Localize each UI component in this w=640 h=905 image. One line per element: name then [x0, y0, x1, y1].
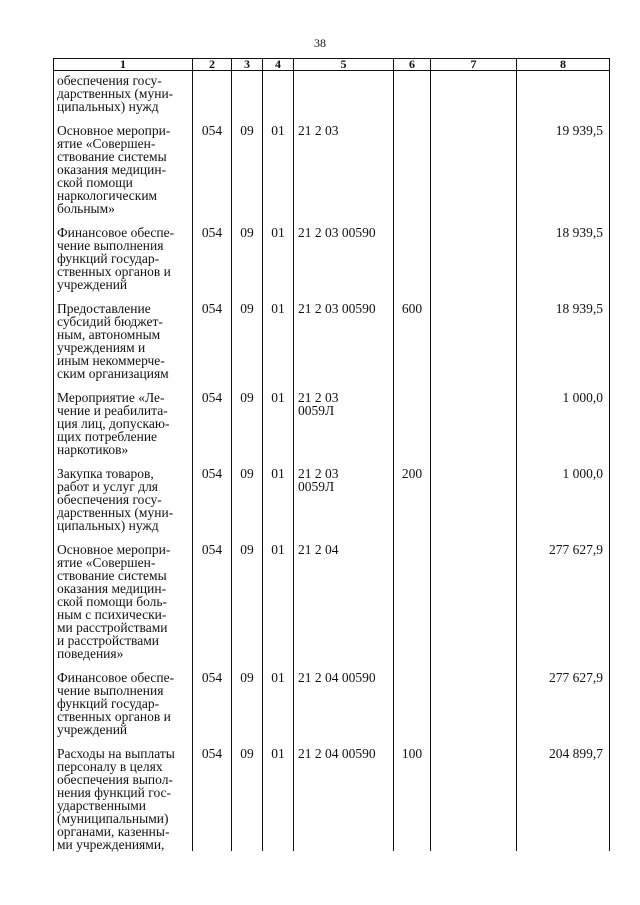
table-row [54, 532, 610, 660]
table-row [54, 736, 610, 851]
row-name: Финансовое обеспе- чение выполнения функций государ- ственных органов и учреждений [54, 215, 193, 291]
col-header-4: 4 [263, 59, 294, 71]
row-admin-code: 054 [193, 380, 232, 456]
row-subsection: 01 [263, 291, 294, 380]
row-section: 09 [232, 456, 263, 532]
row-expense-type [394, 71, 431, 114]
row-subsection: 01 [263, 215, 294, 291]
row-admin-code: 054 [193, 113, 232, 215]
col-header-1: 1 [54, 59, 193, 71]
table-row [54, 113, 610, 215]
row-expense-type [394, 113, 431, 215]
row-amount: 1 000,0 [517, 456, 610, 532]
row-name: Основное меропри- ятие «Совершен- ствование системы оказания медицин- ской помощи боль- ным с психически- ми расстройствами и расстройствами поведения» [54, 532, 193, 660]
row-target-article: 21 2 03 [294, 113, 394, 215]
table-row [54, 456, 610, 532]
row-col-7 [431, 660, 517, 736]
row-amount: 277 627,9 [517, 532, 610, 660]
row-admin-code: 054 [193, 215, 232, 291]
row-name: Предоставление субсидий бюджет- ным, автономным учреждениям и иным некоммерче- ским организациям [54, 291, 193, 380]
table-row [54, 215, 610, 291]
row-subsection: 01 [263, 456, 294, 532]
row-target-article: 21 2 03 0059Л [294, 456, 394, 532]
row-target-article: 21 2 03 0059Л [294, 380, 394, 456]
row-amount: 18 939,5 [517, 215, 610, 291]
row-name: Закупка товаров, работ и услуг для обеспечения госу- дарственных (муни- ципальных) нужд [54, 456, 193, 532]
row-expense-type: 200 [394, 456, 431, 532]
row-name: Мероприятие «Ле- чение и реабилита- ция лиц, допускаю- щих потребление наркотиков» [54, 380, 193, 456]
col-header-5: 5 [294, 59, 394, 71]
col-header-7: 7 [431, 59, 517, 71]
row-section: 09 [232, 736, 263, 851]
row-section: 09 [232, 532, 263, 660]
row-col-7 [431, 71, 517, 114]
row-amount: 1 000,0 [517, 380, 610, 456]
row-admin-code: 054 [193, 532, 232, 660]
row-section: 09 [232, 291, 263, 380]
table-row [54, 660, 610, 736]
row-admin-code [193, 71, 232, 114]
row-col-7 [431, 456, 517, 532]
row-target-article: 21 2 03 00590 [294, 215, 394, 291]
row-target-article: 21 2 03 00590 [294, 291, 394, 380]
row-amount: 204 899,7 [517, 736, 610, 851]
row-section: 09 [232, 113, 263, 215]
row-col-7 [431, 291, 517, 380]
row-target-article: 21 2 04 00590 [294, 736, 394, 851]
table-row [54, 291, 610, 380]
row-col-7 [431, 113, 517, 215]
row-target-article: 21 2 04 00590 [294, 660, 394, 736]
row-expense-type [394, 660, 431, 736]
row-subsection: 01 [263, 380, 294, 456]
page-number: 38 [314, 36, 326, 50]
row-subsection: 01 [263, 113, 294, 215]
row-section: 09 [232, 660, 263, 736]
row-expense-type [394, 532, 431, 660]
row-col-7 [431, 532, 517, 660]
row-amount: 19 939,5 [517, 113, 610, 215]
row-section: 09 [232, 380, 263, 456]
row-amount: 277 627,9 [517, 660, 610, 736]
table-row [54, 380, 610, 456]
row-name: Финансовое обеспе- чение выполнения функций государ- ственных органов и учреждений [54, 660, 193, 736]
row-admin-code: 054 [193, 736, 232, 851]
row-expense-type [394, 380, 431, 456]
row-name: Расходы на выплаты персоналу в целях обеспечения выпол- нения функций гос- ударственными (муниципальными) органами, казенны- ми учреждениями, [54, 736, 193, 851]
row-col-7 [431, 215, 517, 291]
row-subsection: 01 [263, 532, 294, 660]
row-section [232, 71, 263, 114]
row-name: обеспечения госу- дарственных (муни- ципальных) нужд [54, 71, 193, 114]
row-amount: 18 939,5 [517, 291, 610, 380]
row-amount [517, 71, 610, 114]
row-section: 09 [232, 215, 263, 291]
row-name: Основное меропри- ятие «Совершен- ствование системы оказания медицин- ской помощи наркологическим больным» [54, 113, 193, 215]
row-admin-code: 054 [193, 291, 232, 380]
col-header-8: 8 [517, 59, 610, 71]
row-expense-type: 100 [394, 736, 431, 851]
row-subsection: 01 [263, 660, 294, 736]
header-row [54, 59, 610, 71]
row-col-7 [431, 736, 517, 851]
row-admin-code: 054 [193, 660, 232, 736]
row-expense-type [394, 215, 431, 291]
row-col-7 [431, 380, 517, 456]
col-header-6: 6 [394, 59, 431, 71]
row-target-article: 21 2 04 [294, 532, 394, 660]
row-admin-code: 054 [193, 456, 232, 532]
budget-table [53, 58, 610, 851]
row-expense-type: 600 [394, 291, 431, 380]
table-row [54, 71, 610, 114]
row-target-article [294, 71, 394, 114]
col-header-2: 2 [193, 59, 232, 71]
row-subsection: 01 [263, 736, 294, 851]
row-subsection [263, 71, 294, 114]
col-header-3: 3 [232, 59, 263, 71]
